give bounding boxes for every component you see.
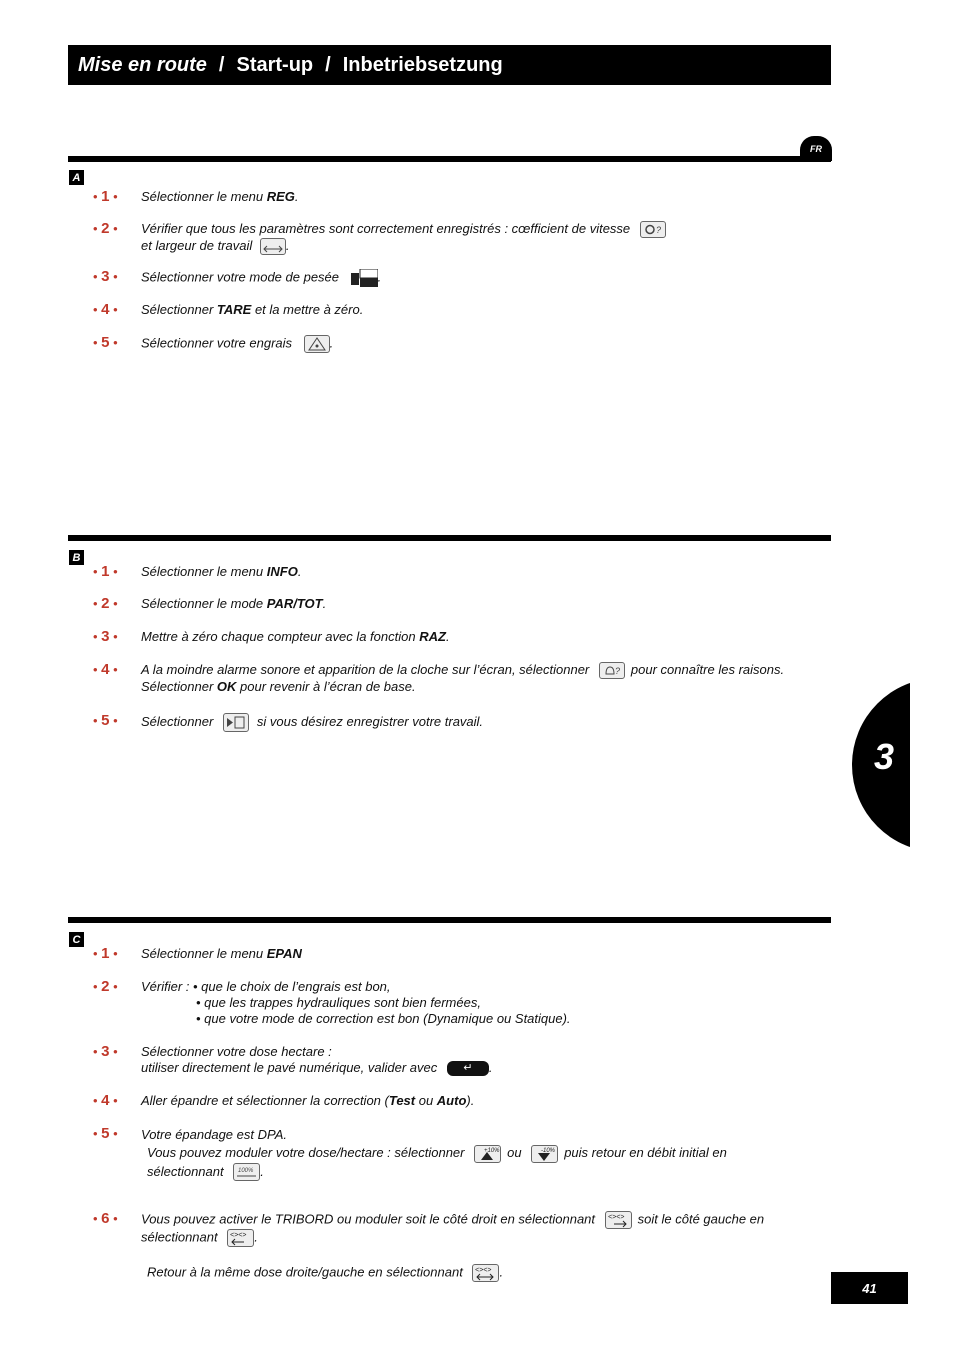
step-number: 6 [101, 1210, 110, 1227]
icon-label: -10% [541, 1147, 556, 1154]
step-text: . [297, 564, 302, 579]
step-number: 3 [101, 1043, 110, 1060]
step-number: 3 [101, 628, 110, 645]
step-text: Votre épandage est DPA. [141, 1127, 287, 1142]
chapter-number: 3 [874, 736, 895, 777]
step-text: Vérifier : • que le choix de l’engrais est bon, [141, 979, 391, 994]
step-b3: • 3 • Mettre à zéro chaque compteur avec la fonction RAZ. [93, 628, 450, 645]
step-text: . [322, 596, 327, 611]
step-text: Sélectionner [141, 679, 217, 695]
header-separator: / [325, 53, 331, 76]
svg-text:?: ? [614, 666, 620, 677]
mode-name: Auto [436, 1093, 467, 1108]
step-text: . [499, 1264, 504, 1280]
chapter-tab [852, 678, 910, 852]
header-separator: / [218, 53, 225, 76]
step-c5: • 5 • Votre épandage est DPA. Vous pouvez moduler votre dose/hectare : sélectionner +10% ou -10% puis retour en débit initial en sélectionnant 100% . [93, 1126, 821, 1181]
section-label-c: C [69, 932, 84, 947]
svg-text:<><>: <><> [607, 1214, 625, 1221]
step-number: 5 [101, 334, 110, 351]
step-text: et largeur de travail [141, 238, 253, 254]
step-text: . [445, 629, 450, 644]
step-text: sélectionnant [141, 1229, 218, 1245]
step-a2: • 2 • Vérifier que tous les paramètres sont correctement enregistrés : cœfficient de vitesse ? et largeur de travail . [93, 221, 821, 255]
left-side-modulation-icon [227, 1229, 254, 1247]
step-text: Sélectionner le menu [141, 189, 267, 204]
step-c6-return [93, 1264, 827, 1282]
button-name: OK [216, 679, 237, 695]
step-c4: • 4 • Aller épandre et sélectionner la correction (Test ou Auto). [93, 1092, 475, 1109]
step-text: . [285, 238, 290, 254]
step-text: Sélectionner votre engrais [141, 335, 293, 351]
step-text: ou [507, 1145, 522, 1160]
decrease-10-percent-icon [531, 1145, 558, 1163]
step-text: . [377, 269, 382, 285]
header-title-en: Start-up [236, 53, 314, 76]
step-b2: • 2 • Sélectionner le mode PAR/TOT. [93, 595, 327, 612]
step-text: Sélectionner [141, 713, 214, 729]
page-header [68, 45, 831, 85]
step-b1: • 1 • Sélectionner le menu INFO. [93, 563, 302, 580]
speed-coefficient-icon [640, 221, 666, 238]
section-label-a: A [69, 170, 84, 185]
reset-100-percent-icon [233, 1163, 260, 1181]
step-number: 1 [101, 563, 110, 580]
step-text: Sélectionner le menu [141, 946, 267, 961]
step-text: si vous désirez enregistrer votre travail. [256, 713, 484, 729]
fertilizer-icon [304, 335, 330, 353]
step-a1: • 1 • Sélectionner le menu REG. [93, 188, 299, 205]
menu-name: EPAN [266, 946, 302, 961]
header-title-fr: Mise en route [78, 53, 207, 76]
function-name: RAZ [419, 629, 446, 644]
step-number: 1 [101, 188, 110, 205]
right-side-modulation-icon [605, 1211, 632, 1229]
step-text: Sélectionner votre dose hectare : [141, 1044, 332, 1059]
icon-label: 100% [238, 1168, 254, 1175]
step-a3: • 3 • Sélectionner votre mode de pesée . [93, 268, 382, 285]
step-text: Sélectionner le menu [141, 564, 267, 579]
svg-text:<><>: <><> [475, 1267, 492, 1274]
step-text: Sélectionner [141, 302, 217, 317]
section-divider [68, 535, 831, 541]
step-number: 4 [101, 1092, 110, 1109]
step-text: soit le côté gauche en [637, 1211, 765, 1227]
section-label-b: B [69, 550, 84, 565]
step-text: Vous pouvez moduler votre dose/hectare : sélectionner [147, 1145, 465, 1160]
step-c6: • 6 • Vous pouvez activer le TRIBORD ou moduler soit le côté droit en sélectionnant <><> soit le côté gauche en sélectionnant <><> . [93, 1211, 821, 1247]
mode-name: Test [388, 1093, 416, 1108]
header-title-de: Inbetriebsetzung [342, 53, 503, 76]
step-b4: • 4 • A la moindre alarme sonore et apparition de la cloche sur l’écran, sélectionner ? pour connaître les raisons. Sélectionner OK pour revenir à l’écran de base. [93, 661, 785, 695]
step-text: et la mettre à zéro. [251, 302, 364, 317]
step-text: • que les trappes hydrauliques sont bien fermées, [196, 995, 481, 1010]
step-a5: • 5 • Sélectionner votre engrais . [93, 334, 334, 351]
working-width-icon [260, 238, 286, 255]
svg-text:?: ? [655, 225, 661, 236]
svg-text:<><>: <><> [230, 1232, 247, 1239]
save-record-icon [223, 713, 249, 732]
step-number: 2 [101, 978, 110, 995]
enter-key-icon: ↵ [447, 1061, 489, 1076]
step-text: Aller épandre et sélectionner la correction ( [141, 1093, 389, 1108]
section-divider [68, 917, 831, 923]
step-text: . [254, 1229, 258, 1245]
step-number: 2 [101, 220, 110, 237]
step-c1: • 1 • Sélectionner le menu EPAN [93, 945, 302, 962]
step-c3: • 3 • Sélectionner votre dose hectare : utiliser directement le pavé numérique, valider avec ↵ . [93, 1044, 821, 1076]
menu-name: PAR/TOT [266, 596, 323, 611]
step-text: utiliser directement le pavé numérique, valider avec [141, 1060, 438, 1075]
icon-label: +10% [484, 1147, 500, 1154]
language-badge: FR [800, 136, 832, 161]
step-b5: • 5 • Sélectionner si vous désirez enregistrer votre travail. [93, 713, 821, 732]
step-number: 3 [101, 268, 110, 285]
step-a4: • 4 • Sélectionner TARE et la mettre à zéro. [93, 301, 364, 318]
step-text: . [329, 335, 334, 351]
section-divider [68, 156, 831, 162]
step-text: Mettre à zéro chaque compteur avec la fonction [141, 629, 420, 644]
menu-name: REG [266, 189, 295, 204]
menu-name: INFO [266, 564, 298, 579]
step-text: . [294, 189, 299, 204]
step-number: 4 [101, 301, 110, 318]
step-number: 5 [101, 712, 110, 729]
step-number: 2 [101, 595, 110, 612]
step-text: ou [415, 1093, 437, 1108]
step-text: ). [466, 1093, 475, 1108]
step-c2: • 2 • Vérifier : • que le choix de l’engrais est bon, • que les trappes hydrauliques sont bien fermées, • que votre mode de correction est bon (Dynamique ou Statique). [93, 979, 821, 1027]
step-text: . [260, 1163, 264, 1179]
page-number: 41 [831, 1272, 908, 1304]
step-text: Vous pouvez activer le TRIBORD ou moduler soit le côté droit en sélectionnant [141, 1211, 596, 1227]
step-text: • que votre mode de correction est bon (Dynamique ou Statique). [196, 1011, 571, 1026]
step-number: 4 [101, 661, 110, 678]
alarm-bell-icon [599, 662, 625, 679]
step-text: Sélectionner votre mode de pesée [141, 269, 340, 285]
step-number: 1 [101, 945, 110, 962]
step-text: . [488, 1060, 493, 1075]
step-text: A la moindre alarme sonore et apparition de la cloche sur l’écran, sélectionner [141, 662, 590, 677]
step-text: pour revenir à l’écran de base. [236, 679, 416, 695]
step-text: pour connaître les raisons. [630, 662, 785, 677]
step-text: Sélectionner le mode [141, 596, 267, 611]
step-text: Vérifier que tous les paramètres sont correctement enregistrés : cœfficient de vitesse [141, 221, 631, 236]
step-text: puis retour en débit initial en [564, 1145, 727, 1160]
menu-name: TARE [216, 302, 252, 317]
step-text: sélectionnant [147, 1163, 224, 1179]
increase-10-percent-icon [474, 1145, 501, 1163]
step-number: 5 [101, 1125, 110, 1142]
same-dose-both-sides-icon [472, 1264, 499, 1282]
weighing-mode-icon [351, 269, 378, 287]
step-text: Retour à la même dose droite/gauche en sélectionnant [147, 1264, 463, 1280]
